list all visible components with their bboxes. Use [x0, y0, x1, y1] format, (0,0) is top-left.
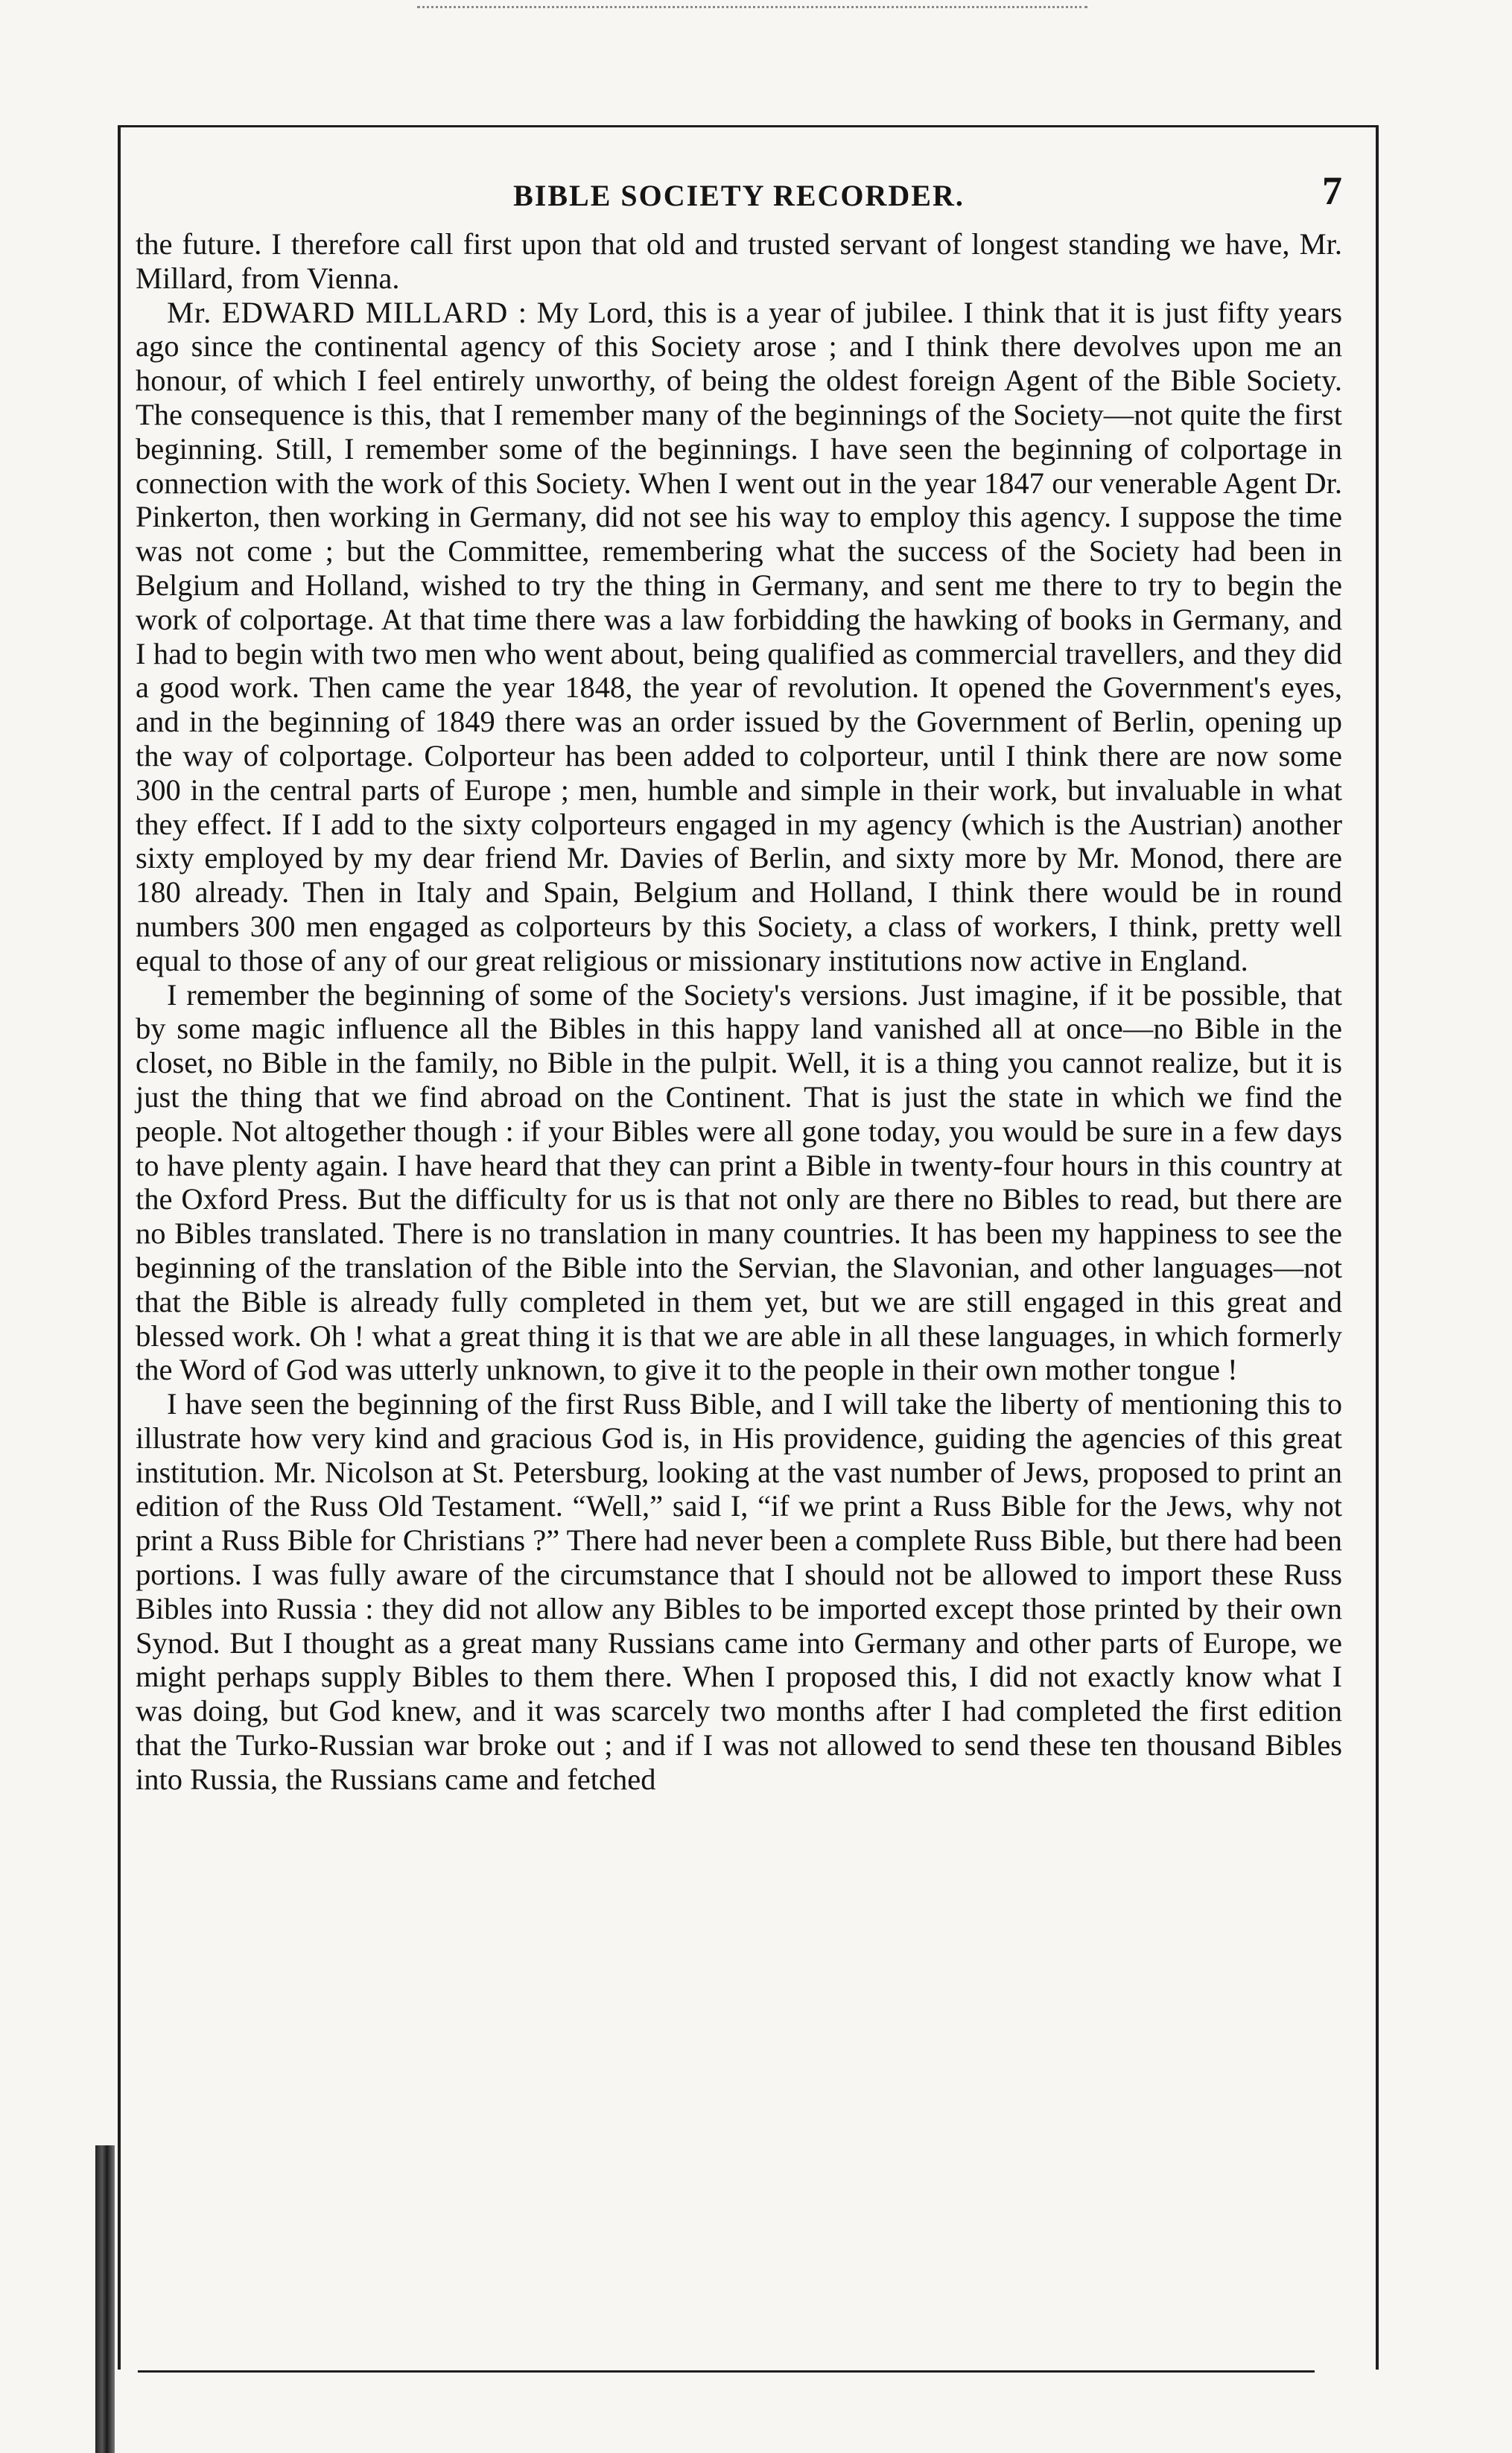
paragraph-text: My Lord, this is a year of jubilee. I think that it is just fifty years ago since the continental agency of this Society arose ; and I think there devolves upon me an honour, of which I feel entirely unworthy, of being the oldest foreign Agent of the Bible Society. The consequence is this, that I remember many of the beginnings of the Society—not quite the first beginning. Still, I remember some of the beginnings. I have seen the beginning of colportage in connection with the work of this Society. When I went out in the year 1847 our venerable Agent Dr. Pinkerton, then working in Germany, did not see his way to employ this agency. I suppose the time was not come ; but the Committee, remembering what the success of the Society had been in Belgium and Holland, wished to try the thing in Germany, and sent me there to try to begin the work of colportage. At that time there was a law forbidding the hawking of books in Germany, and I had to begin with two men who went about, being qualified as commercial travellers, and they did a good work. Then came the year 1848, the year of revolution. It opened the Government's eyes, and in the beginning of 1849 there was an order issued by the Government of Berlin, opening up the way of colportage. Colporteur has been added to colporteur, until I think there are now some 300 in the central parts of Europe ; men, humble and simple in their work, but invaluable in what they effect. If I add to the sixty colporteurs engaged in my agency (which is the Austrian) another sixty employed by my dear friend Mr. Davies of Berlin, and sixty more by Mr. Monod, there are 180 already. Then in Italy and Spain, Belgium and Holland, I think there would be in round numbers 300 men engaged as colporteurs by this Society, a class of workers, I think, pretty well equal to those of any of our great religious or missionary institutions now active in England.: [136, 295, 1342, 977]
paragraph-versions: [136, 978, 1342, 1388]
paragraph-russ-bible: [136, 1387, 1342, 1797]
running-head: [136, 168, 1342, 227]
top-edge-scrap: [417, 0, 1087, 8]
page-number: 7: [1322, 168, 1342, 213]
speaker-name: Mr. EDWARD MILLARD :: [167, 295, 528, 329]
body-text: [136, 227, 1342, 1797]
page-frame-bottom-rule: [138, 2370, 1315, 2373]
running-title: BIBLE SOCIETY RECORDER.: [513, 179, 965, 212]
paragraph-millard-speech: [136, 296, 1342, 978]
paragraph-text: the future. I therefore call first upon that old and trusted servant of longest standing we have, Mr. Millard, from Vienna.: [136, 227, 1342, 295]
paragraph-continuation: [136, 227, 1342, 296]
binding-edge: [95, 2145, 115, 2453]
paragraph-text: I have seen the beginning of the first Russ Bible, and I will take the liberty of mentioning this to illustrate how very kind and gracious God is, in His providence, guiding the agencies of this great institution. Mr. Nicolson at St. Petersburg, looking at the vast number of Jews, proposed to print an edition of the Russ Old Testament. “Well,” said I, “if we print a Russ Bible for the Jews, why not print a Russ Bible for Christians ?” There had never been a complete Russ Bible, but there had been portions. I was fully aware of the circumstance that I should not be allowed to import these Russ Bibles into Russia : they did not allow any Bibles to be imported except those printed by their own Synod. But I thought as a great many Russians came into Germany and other parts of Europe, we might perhaps supply Bibles to them there. When I proposed this, I did not exactly know what I was doing, but God knew, and it was scarcely two months after I had completed the first edition that the Turko-Russian war broke out ; and if I was not allowed to send these ten thousand Bibles into Russia, the Russians came and fetched: [136, 1387, 1342, 1796]
paragraph-text: I remember the beginning of some of the Society's versions. Just imagine, if it be possible, that by some magic influence all the Bibles in this happy land vanished all at once—no Bible in the closet, no Bible in the family, no Bible in the pulpit. Well, it is a thing you cannot realize, but it is just the thing that we find abroad on the Continent. That is just the state in which we find the people. Not altogether though : if your Bibles were all gone today, you would be sure in a few days to have plenty again. I have heard that they can print a Bible in twenty-four hours in this country at the Oxford Press. But the difficulty for us is that not only are there no Bibles to read, but there are no Bibles translated. There is no translation in many countries. It has been my happiness to see the beginning of the translation of the Bible into the Servian, the Slavonian, and other languages—not that the Bible is already fully completed in them yet, but we are still engaged in this great and blessed work. Oh ! what a great thing it is that we are able in all these languages, in which formerly the Word of God was utterly unknown, to give it to the people in their own mother tongue !: [136, 977, 1342, 1387]
page-content: [136, 168, 1342, 1797]
